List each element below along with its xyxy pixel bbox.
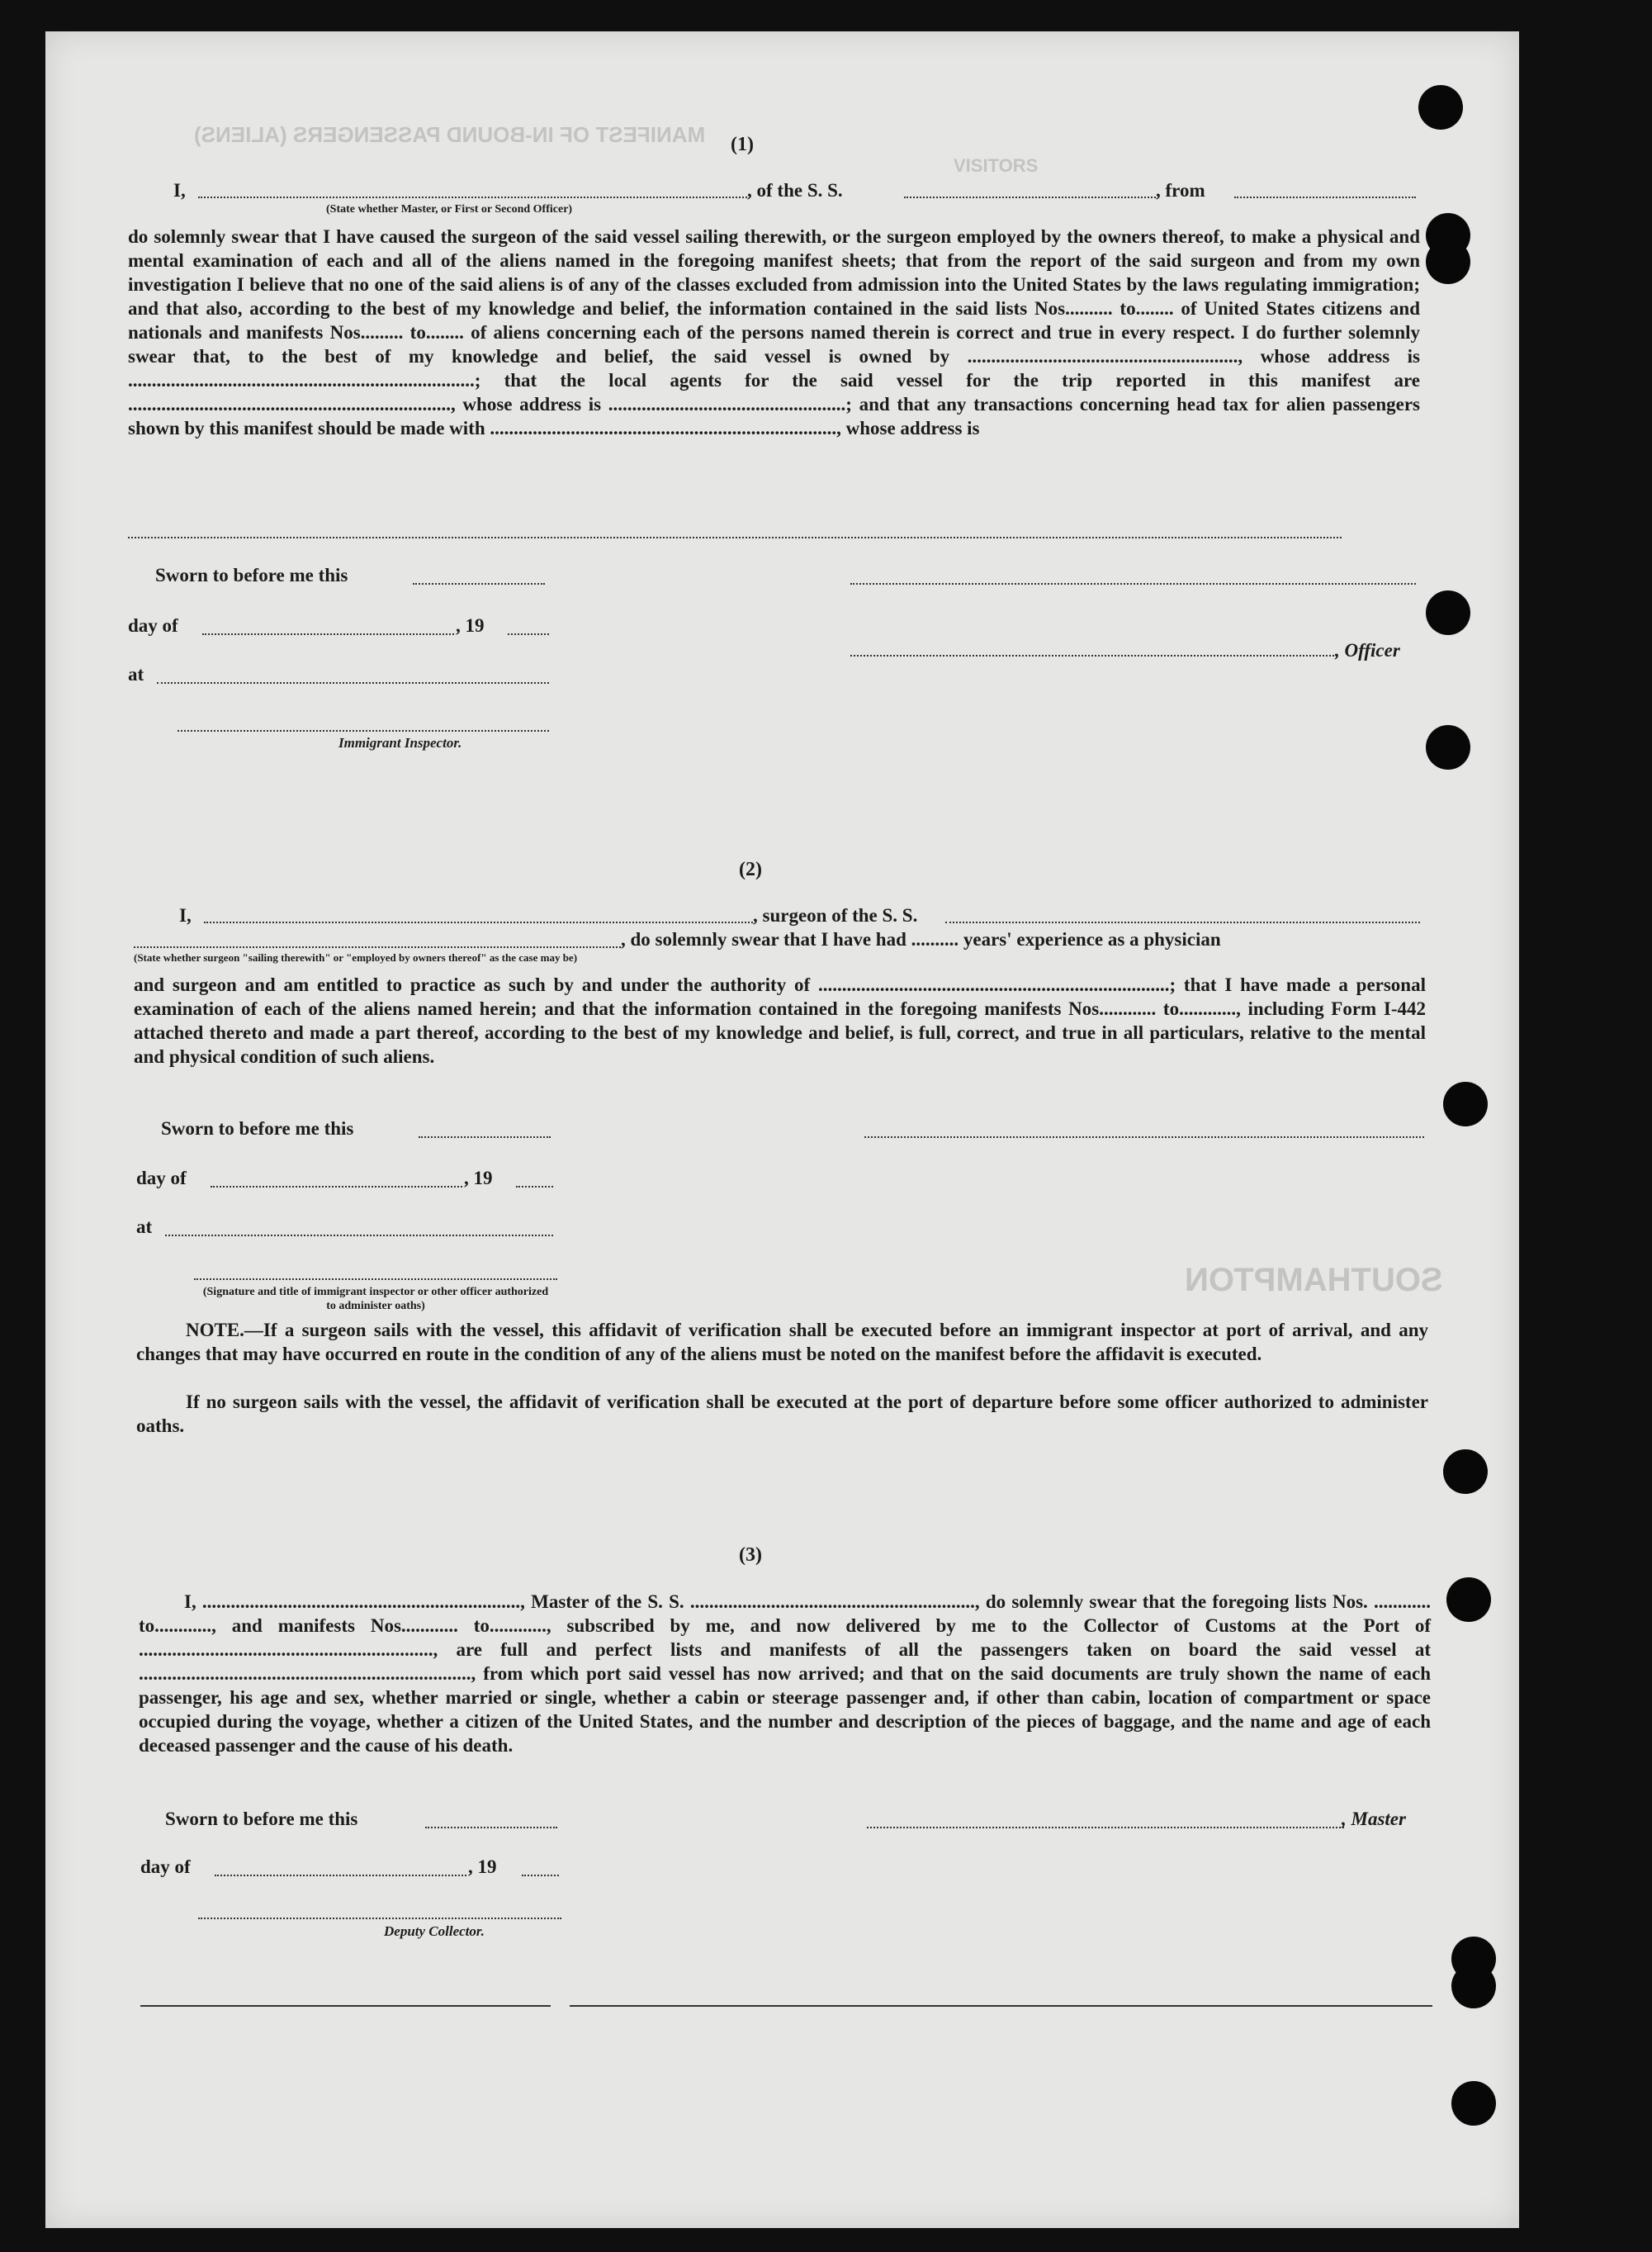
section-1-inspector: Immigrant Inspector. bbox=[338, 735, 462, 751]
section-3-year: , 19 bbox=[468, 1856, 497, 1877]
section-1-line1-end: , from bbox=[1156, 180, 1205, 201]
master-name-rule bbox=[198, 197, 747, 198]
section-1-inspector-rule bbox=[178, 730, 549, 732]
section-2-at: at bbox=[136, 1216, 153, 1237]
section-2-sworn-rule bbox=[419, 1136, 551, 1138]
punch-hole bbox=[1451, 1964, 1496, 2008]
section-1-day-rule bbox=[202, 633, 454, 635]
section-1-line1-start: I, bbox=[173, 180, 186, 201]
punch-hole bbox=[1418, 85, 1463, 130]
punch-hole bbox=[1443, 1449, 1488, 1494]
section-1-at-rule bbox=[157, 682, 549, 684]
section-2-signature-note: (Signature and title of immigrant inspector or other officer authorized to administer oaths) bbox=[202, 1286, 549, 1312]
bottom-rule-left bbox=[140, 2005, 545, 2007]
section-2-body: and surgeon and am entitled to practice as such by and under the authority of ..........................................................................; that I have made a personal examination of each of the aliens named herein; and that the information contained in the foregoing manifests Nos............ to............, including Form I-442 attached thereto and made a part thereof, according to the best of my knowledge and belief, is full, correct, and true in all particulars, relative to the mental and physical condition of such aliens. bbox=[134, 974, 1426, 1067]
section-1-sworn-rule bbox=[413, 583, 545, 585]
surgeon-name-rule bbox=[204, 922, 753, 923]
section-3-collector: Deputy Collector. bbox=[384, 1923, 485, 1939]
punch-hole bbox=[1446, 1577, 1491, 1622]
section-3-master: , Master bbox=[1342, 1809, 1406, 1829]
section-3-day-rule bbox=[215, 1875, 466, 1876]
section-2-day-rule bbox=[211, 1186, 462, 1188]
surgeon-vessel-rule bbox=[945, 922, 1420, 923]
bottom-rule-dash bbox=[541, 2005, 551, 2007]
bleed-through-header: MANIFEST OF IN-BOUND PASSENGERS (ALIENS) bbox=[194, 122, 706, 147]
section-1-address-rule bbox=[128, 537, 1342, 538]
section-1-number: (1) bbox=[731, 134, 754, 155]
section-3-day-of: day of bbox=[140, 1856, 191, 1877]
bleed-through-visitors: VISITORS bbox=[954, 155, 1039, 176]
section-2-surgeon-signature-rule bbox=[864, 1136, 1424, 1138]
section-1-day-of: day of bbox=[128, 615, 178, 636]
section-1-body: do solemnly swear that I have caused the surgeon of the said vessel sailing therewith, or the surgeon employed by the owners thereof, to make a physical and mental examination of each and all of the aliens named in the foregoing manifest sheets; that from the report of the said surgeon and from my own investigation I believe that no one of the said aliens is of any of the classes excluded from admission into the United States by the laws regulating immigration; and that also, according to the best of my knowledge and belief, the information contained in the said lists Nos.......... to........ of United States citizens and nationals and manifests Nos......... to........ of aliens concerning each of the persons named therein is correct and true in every respect. I do further solemnly swear that, to the best of my knowledge and belief, the said vessel is owned by ........................................................., whose address is .........................................................................; that the local agents for the said vessel for the trip reported in this manifest are ...................................................................., whose address is ..................................................; and that any transactions concerning head tax for alien passengers shown by this manifest should be made with ........................................................................., whose address is bbox=[128, 226, 1420, 439]
bleed-through-stamp: SOUTHAMPTON bbox=[1185, 1262, 1443, 1298]
punch-hole bbox=[1426, 725, 1470, 770]
section-3-number: (3) bbox=[739, 1544, 762, 1566]
punch-hole bbox=[1426, 590, 1470, 635]
section-1-sworn: Sworn to before me this bbox=[155, 565, 348, 586]
section-1-line1-note: (State whether Master, or First or Second Officer) bbox=[326, 203, 573, 216]
section-3-master-rule bbox=[867, 1827, 1344, 1828]
bottom-rule-right bbox=[570, 2005, 1432, 2007]
punch-hole bbox=[1451, 2081, 1496, 2126]
section-2-day-of: day of bbox=[136, 1168, 187, 1188]
section-1-year-rule bbox=[508, 633, 549, 635]
section-2-at-rule bbox=[165, 1235, 553, 1236]
section-1-line1-mid: , of the S. S. bbox=[747, 180, 843, 201]
section-3-sworn: Sworn to before me this bbox=[165, 1809, 358, 1829]
section-2-line1-end: , surgeon of the S. S. bbox=[753, 905, 918, 926]
vessel-name-rule bbox=[904, 197, 1156, 198]
section-1-year: , 19 bbox=[456, 615, 485, 636]
section-1-officer: , Officer bbox=[1335, 640, 1400, 661]
section-1-officer-signature-rule bbox=[850, 583, 1416, 585]
section-2-year-rule bbox=[516, 1186, 553, 1188]
section-2-line1-start: I, bbox=[179, 905, 192, 926]
section-2-line2: , do solemnly swear that I have had .......... years' experience as a physician bbox=[621, 929, 1221, 950]
section-2-sworn: Sworn to before me this bbox=[161, 1118, 354, 1139]
from-port-rule bbox=[1234, 197, 1416, 198]
section-2-year: , 19 bbox=[464, 1168, 493, 1188]
punch-hole bbox=[1443, 1082, 1488, 1126]
manifest-page bbox=[45, 31, 1519, 2228]
section-2-note2: If no surgeon sails with the vessel, the affidavit of verification shall be executed at the port of departure before some officer authorized to administer oaths. bbox=[136, 1391, 1428, 1436]
section-3-year-rule bbox=[522, 1875, 559, 1876]
section-2-note1: NOTE.—If a surgeon sails with the vessel, this affidavit of verification shall be executed before an immigrant inspector at port of arrival, and any changes that may have occurred en route in the condition of any of the aliens must be noted on the manifest before the affidavit is executed. bbox=[136, 1320, 1428, 1364]
section-1-officer-rule bbox=[850, 655, 1337, 657]
section-2-number: (2) bbox=[739, 859, 762, 880]
section-3-body: I, ..................................................................., Master of the S. S. ............................................................, do solemnly swear that the foregoing lists Nos. ............ to............, and manifests Nos............ to............, subscribed by me, and now delivered by me to the Collector of Customs at the Port of .............................................................., are full and perfect lists and manifests of all the passengers taken on board the said vessel at ......................................................................, from which port said vessel has now arrived; and that on the said documents are truly shown the name of each passenger, his age and sex, whether married or single, whether a cabin or steerage passenger and, if other than cabin, location of compartment or space occupied during the voyage, whether a citizen of the United States, and the number and description of the pieces of baggage, and the name and age of each deceased passenger and the cause of his death. bbox=[139, 1591, 1431, 1756]
section-2-line2-note: (State whether surgeon "sailing therewith" or "employed by owners thereof" as the case may be) bbox=[134, 951, 578, 964]
section-3-sworn-rule bbox=[425, 1827, 557, 1828]
punch-hole bbox=[1426, 239, 1470, 284]
surgeon-type-rule bbox=[134, 946, 621, 948]
section-1-at: at bbox=[128, 664, 144, 685]
section-2-inspector-rule bbox=[194, 1278, 557, 1280]
section-3-collector-rule bbox=[198, 1918, 561, 1919]
